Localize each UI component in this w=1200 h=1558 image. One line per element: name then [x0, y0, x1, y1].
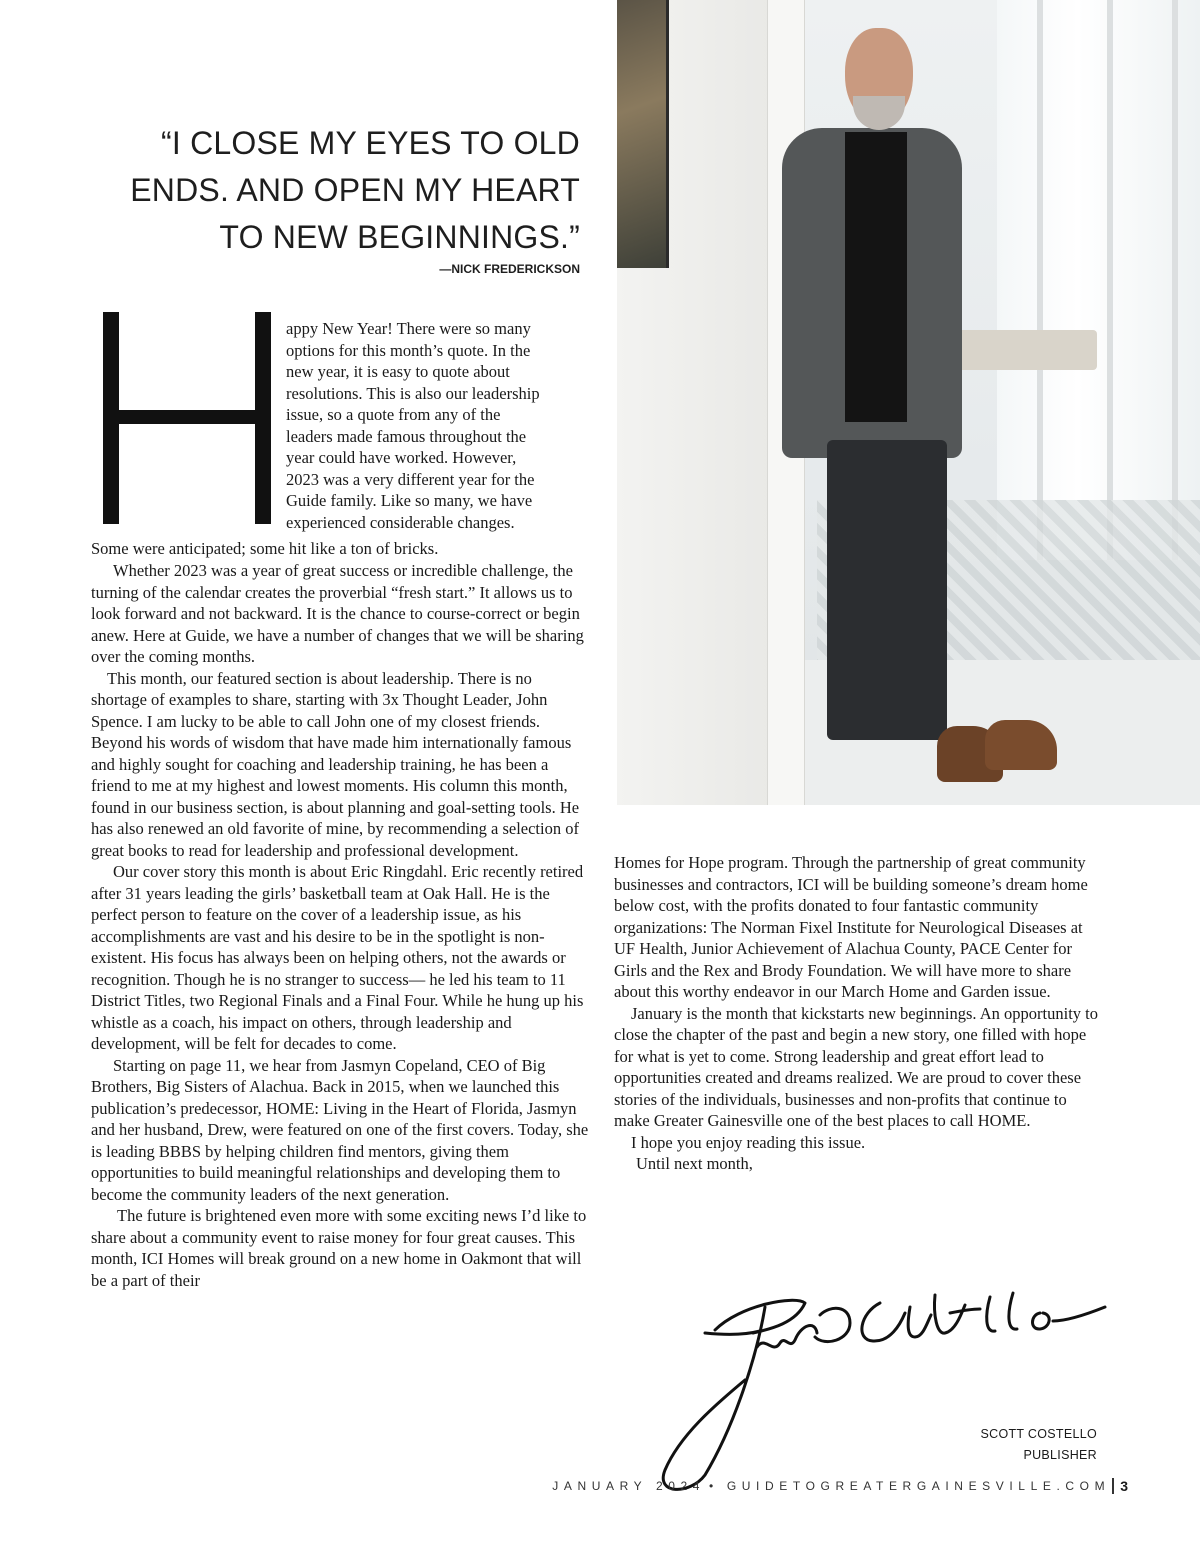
photo-beard	[853, 96, 905, 130]
intro-line: resolutions. This is also our leadership	[286, 383, 540, 403]
footer-divider	[1112, 1478, 1114, 1494]
intro-line: new year, it is easy to quote about	[286, 362, 510, 381]
article-paragraph: I hope you enjoy reading this issue.	[631, 1132, 866, 1152]
article-paragraph: Our cover story this month is about Eric Ringdahl. Eric recently retired after 31 years leading the girls’ basketball team at Oak Hall. He is the perfect person to feature on the cover of a leadership issue, as his accomplishments are vast and his desire to be in the spotlight is non-existent. His focus has always been on helping others, not the awards or recognition. Though he is no stranger to success— he led his team to 11 District Titles, two Regional Finals and a Final Four. While he hung up his whistle as a coach, his impact on others, through leadership and development, will be felt for decades to come.	[91, 862, 584, 1053]
intro-line: options for this month’s quote. In the	[286, 340, 531, 360]
article-paragraph: Whether 2023 was a year of great success or incredible challenge, the turning of the calendar creates the proverbial “fresh start.” It allows us to look forward and not backward. It is the chance to course-correct or begin anew. Here at Guide, we have a number of changes that we will be sharing over the coming months.	[91, 561, 584, 666]
footer-website: GUIDETOGREATERGAINESVILLE.COM	[726, 1479, 1111, 1493]
article-paragraph: Until next month,	[636, 1154, 753, 1173]
photo-table	[947, 330, 1097, 370]
intro-line: experienced considerable changes.	[286, 512, 515, 532]
article-intro	[286, 318, 591, 533]
signature-name: SCOTT COSTELLO	[980, 1427, 1097, 1441]
photo-legs	[827, 440, 947, 740]
intro-line: issue, so a quote from any of the	[286, 405, 501, 424]
publisher-photo	[617, 0, 1200, 805]
signature-title: PUBLISHER	[1023, 1448, 1097, 1462]
pull-quote-line: “I CLOSE MY EYES TO OLD	[161, 125, 580, 161]
intro-tail: Some were anticipated; some hit like a ton of bricks.	[91, 539, 439, 558]
photo-shirt	[845, 132, 907, 422]
intro-line: Guide family. Like so many, we have	[286, 491, 533, 510]
article-paragraph: The future is brightened even more with some exciting news I’d like to share about a community event to raise money for four great causes. This month, ICI Homes will break ground on a new home in Oakmont that will be a part of their	[91, 1206, 587, 1290]
drop-cap	[103, 312, 271, 524]
page-footer	[552, 1478, 1128, 1494]
intro-line: year could have worked. However,	[286, 448, 517, 467]
pull-quote-author: —NICK FREDERICKSON	[439, 262, 580, 276]
photo-shoe-right	[985, 720, 1057, 770]
pull-quote	[90, 120, 580, 261]
page-number: 3	[1120, 1478, 1128, 1494]
footer-separator: •	[709, 1479, 719, 1493]
pull-quote-line: ENDS. AND OPEN MY HEART	[130, 172, 580, 208]
handwritten-signature	[645, 1285, 1115, 1500]
intro-line: appy New Year! There were so many	[286, 319, 531, 338]
article-paragraph: This month, our featured section is about leadership. There is no shortage of examples to share, starting with 3x Thought Leader, John Spence. I am lucky to be able to call John one of my closest friends. Beyond his words of wisdom that have made him internationally famous and highly sought for coaching and leadership training, he has been a friend to me at my highest and lowest moments. His column this month, found in our business section, is about planning and goal-setting tools. He has also renewed an old favorite of mine, by recommending a selection of great books to read for leadership and professional development.	[91, 668, 580, 860]
intro-line: leaders made famous throughout the	[286, 426, 527, 446]
photo-painting	[617, 0, 669, 268]
intro-line: 2023 was a very different year for the	[286, 469, 535, 489]
article-paragraph: Homes for Hope program. Through the partnership of great community businesses and contractors, ICI will be building someone’s dream home below cost, with the profits donated to four fantastic community organizations: The Norman Fixel Institute for Neurological Diseases at UF Health, Junior Achievement of Alachua County, PACE Center for Girls and the Rex and Brody Foundation. We will have more to share about this worthy endeavor in our March Home and Garden issue.	[614, 853, 1088, 1001]
article-paragraph: Starting on page 11, we hear from Jasmyn Copeland, CEO of Big Brothers, Big Sisters of Alachua. Back in 2015, when we launched this publication’s predecessor, HOME: Living in the Heart of Florida, Jasmyn and her husband, Drew, were featured on one of the first covers. Today, she is leading BBBS by helping children find mentors, giving them opportunities to build meaningful relationships and developing them to become the community leaders of the next generation.	[91, 1055, 589, 1204]
article-column-right	[614, 852, 1104, 1175]
article-column-left	[91, 560, 591, 1291]
article-paragraph: January is the month that kickstarts new beginnings. An opportunity to close the chapter of the past and begin a new story, one filled with hope for what is yet to come. Strong leadership and great effort lead to opportunities created and dreams realized. We are proud to cover these stories of the individuals, businesses and non-profits that continue to make Greater Gainesville one of the best places to call HOME.	[614, 1003, 1098, 1130]
footer-issue: JANUARY 2024	[552, 1479, 706, 1493]
photo-window	[997, 0, 1200, 560]
pull-quote-line: TO NEW BEGINNINGS.”	[219, 219, 580, 255]
